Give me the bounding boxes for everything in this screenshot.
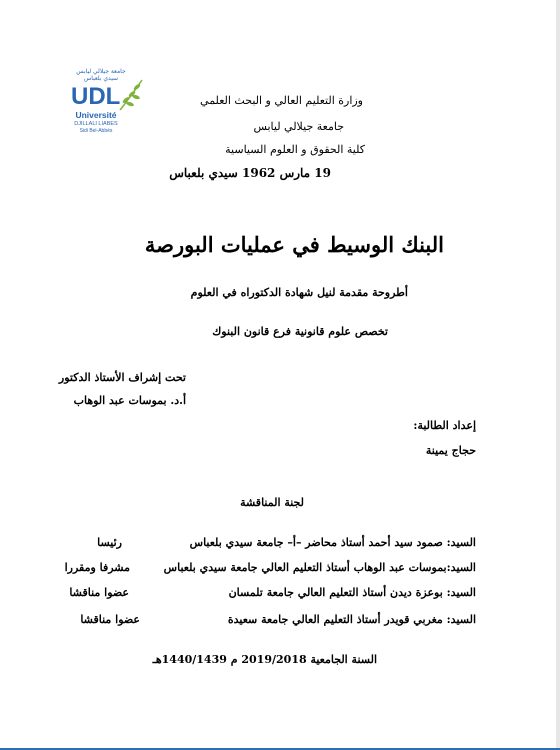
- prepared-by-label: إعداد الطالبة:: [413, 419, 476, 432]
- committee-member: السيد:بموسات عبد الوهاب أستاذ التعليم العالي جامعة سيدي بلعباس: [163, 561, 476, 574]
- thesis-subtitle: أطروحة مقدمة لنيل شهادة الدكتوراه في العلوم: [190, 286, 408, 299]
- university-line: جامعة جيلالي ليابس: [253, 120, 344, 133]
- committee-member-role: عضوا مناقشا: [69, 586, 129, 599]
- committee-member: السيد: بوعزة ديدن أستاذ التعليم العالي جامعة تلمسان: [228, 586, 476, 599]
- supervisor-name: أ.د. بموسات عبد الوهاب: [73, 394, 186, 407]
- olive-branch-icon: [118, 78, 146, 112]
- ministry-line: وزارة التعليم العالي و البحث العلمي: [200, 94, 363, 107]
- logo-french-line3: Sidi Bel-Abbès: [79, 128, 113, 134]
- logo-french-name: Université: [75, 110, 117, 120]
- page-edge-shadow: [556, 0, 560, 750]
- university-date-line: 19 مارس 1962 سيدي بلعباس: [169, 166, 331, 180]
- logo-french-line2: DJILLALI LIABES: [74, 121, 118, 127]
- supervision-label: تحت إشراف الأستاذ الدكتور: [58, 371, 186, 384]
- committee-member-role: رئيسا: [97, 536, 122, 549]
- faculty-line: كلية الحقوق و العلوم السياسية: [225, 143, 365, 156]
- committee-member-role: عضوا مناقشا: [80, 613, 140, 626]
- student-name: حجاج يمينة: [425, 444, 476, 457]
- thesis-specialty: تخصص علوم قانونية فرع قانون البنوك: [212, 325, 388, 338]
- thesis-title: البنك الوسيط في عمليات البورصة: [144, 232, 444, 257]
- academic-year: السنة الجامعية 2019/2018 م 1440/1439هـ: [152, 653, 377, 666]
- logo-udl-letters: [70, 82, 122, 108]
- logo-arabic-name: جامعة جيلالي ليابس سيدي بلعباس: [76, 68, 126, 82]
- committee-member: السيد: صمود سيد أحمد أستاذ محاضر –أ– جامعة سيدي بلعباس: [189, 536, 476, 549]
- committee-heading: لجنة المناقشة: [240, 496, 304, 509]
- committee-member: السيد: مغربي قويدر أستاذ التعليم العالي جامعة سعيدة: [227, 613, 476, 626]
- logo-letters-text: UDL: [71, 83, 121, 108]
- university-logo: [66, 68, 144, 144]
- committee-member-role: مشرفا ومقررا: [64, 561, 130, 574]
